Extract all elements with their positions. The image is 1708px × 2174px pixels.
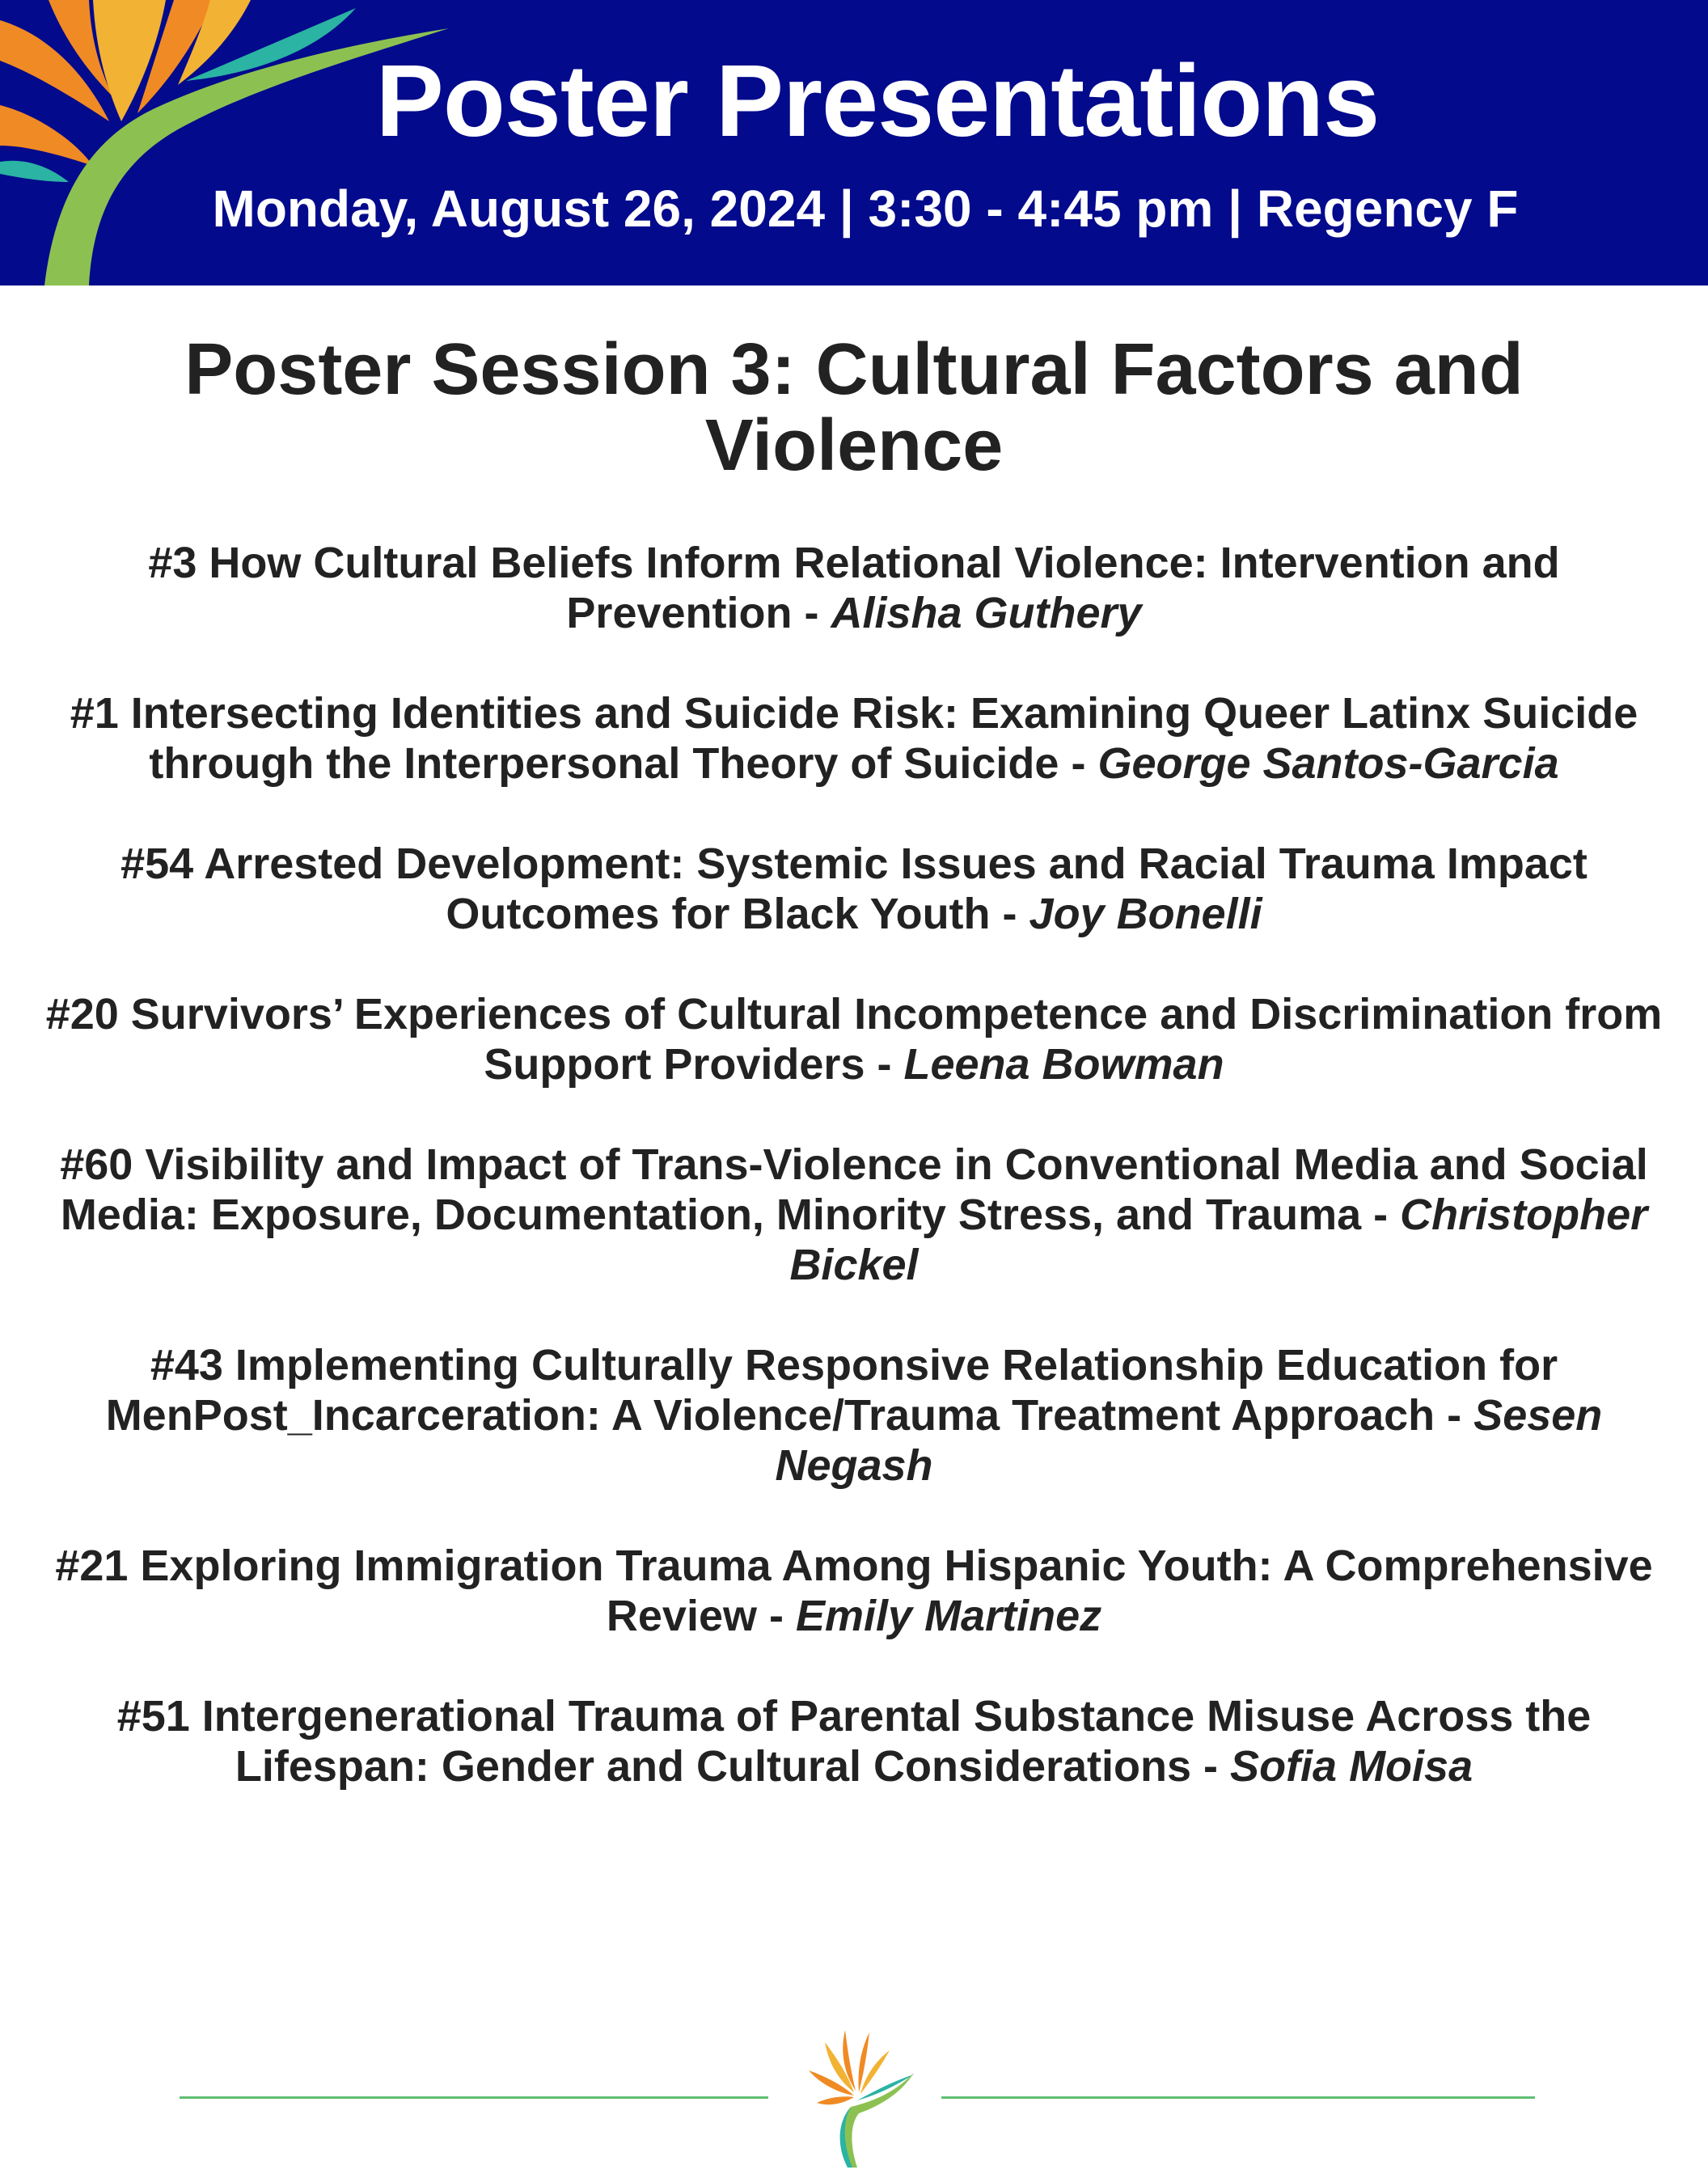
footer-divider-right (941, 2096, 1535, 2099)
poster-entry (40, 1541, 1668, 1641)
poster-title: #3 How Cultural Beliefs Inform Relational Violence: Intervention and Prevention (148, 539, 1560, 637)
page-title: Poster Presentations (375, 44, 1380, 158)
poster-entry (40, 1691, 1668, 1791)
separator: - (1191, 1742, 1231, 1791)
poster-entry (40, 1340, 1668, 1491)
footer-divider-left (180, 2096, 768, 2099)
poster-entry (40, 839, 1668, 939)
event-date-time-location: Monday, August 26, 2024 | 3:30 - 4:45 pm | Regency F (212, 180, 1519, 238)
poster-author: George Santos-Garcia (1097, 739, 1559, 788)
header-banner (0, 0, 1708, 285)
poster-entry (40, 989, 1668, 1089)
poster-author: Christopher Bickel (789, 1191, 1648, 1289)
poster-title: #43 Implementing Culturally Responsive Relationship Education for MenPost_Incarceration: A Violence/Trauma Treatment Approach (105, 1341, 1558, 1440)
separator: - (1373, 1191, 1401, 1239)
poster-list (40, 538, 1668, 1842)
separator: - (792, 589, 831, 637)
poster-title: #51 Intergenerational Trauma of Parental Substance Misuse Across the Lifespan: Gender and Cultural Considerations (116, 1692, 1592, 1791)
poster-author: Joy Bonelli (1029, 890, 1262, 938)
poster-author: Alisha Guthery (831, 589, 1142, 637)
separator: - (865, 1040, 904, 1089)
poster-title: #20 Survivors’ Experiences of Cultural Incompetence and Discrimination from Support Providers (45, 990, 1663, 1089)
poster-entry (40, 688, 1668, 789)
poster-author: Leena Bowman (903, 1040, 1224, 1089)
poster-entry (40, 538, 1668, 638)
poster-author: Sofia Moisa (1230, 1742, 1473, 1791)
session-title: Poster Session 3: Cultural Factors and Violence (184, 329, 1524, 486)
separator: - (1059, 739, 1098, 788)
poster-title: #60 Visibility and Impact of Trans-Violence in Conventional Media and Social Media: Exposure, Documentation, Minority Stress, and Trauma (60, 1140, 1648, 1239)
separator: - (757, 1592, 796, 1640)
poster-title: #21 Exploring Immigration Trauma Among Hispanic Youth: A Comprehensive Review (55, 1542, 1653, 1640)
bird-of-paradise-flower-icon (801, 2026, 922, 2172)
poster-entry (40, 1140, 1668, 1290)
separator: - (1435, 1391, 1474, 1440)
separator: - (990, 890, 1029, 938)
poster-title: #1 Intersecting Identities and Suicide Risk: Examining Queer Latinx Suicide through the Interpersonal Theory of Suicide (70, 689, 1638, 788)
poster-title: #54 Arrested Development: Systemic Issues and Racial Trauma Impact Outcomes for Black Youth (120, 840, 1588, 938)
poster-author: Emily Martinez (796, 1592, 1102, 1640)
poster-author: Sesen Negash (775, 1391, 1603, 1490)
